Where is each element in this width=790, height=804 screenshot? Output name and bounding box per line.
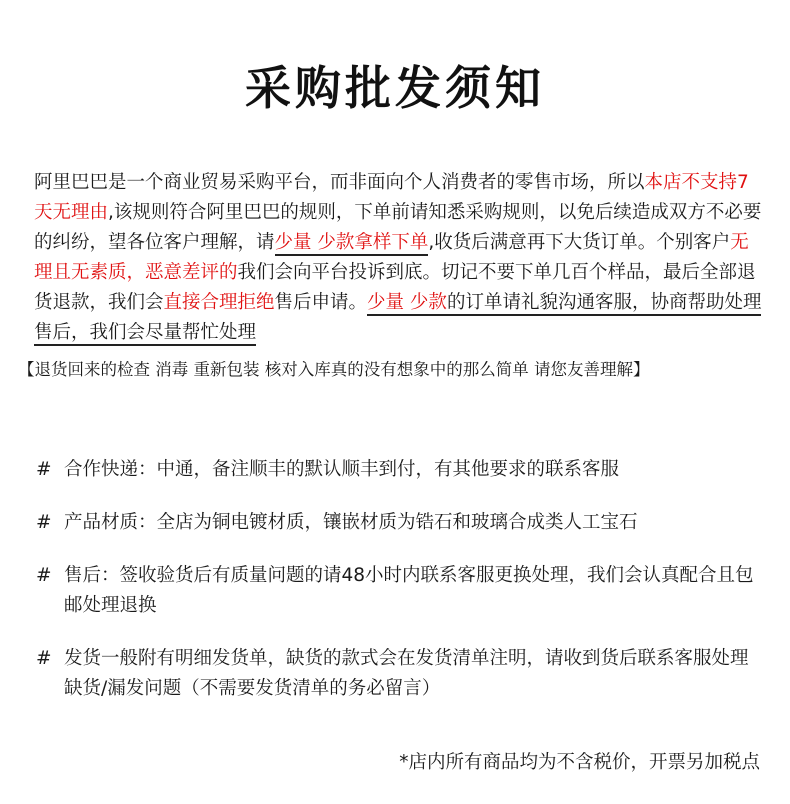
intro-text: 的订单请礼貌沟通客服，协商帮助处理售后，我们会尽量帮忙处理 — [34, 292, 761, 346]
hash-bullet: # — [36, 459, 52, 480]
list-item-text: 合作快递：中通，备注顺丰的默认顺丰到付，有其他要求的联系客服 — [64, 459, 620, 480]
hash-bullet: # — [36, 512, 52, 533]
tax-note: *店内所有商品均为不含税价，开票另加税点 — [399, 752, 760, 773]
list-item — [36, 561, 766, 621]
highlight-text: 无理且无素质，恶意差评的 — [34, 232, 749, 283]
highlight-text: 少量 少款拿样下单 — [275, 232, 429, 256]
hash-bullet: # — [36, 565, 52, 586]
hash-bullet: # — [36, 648, 52, 669]
return-notice: 【退货回来的检查 消毒 重新包装 核对入库真的没有想象中的那么简单 请您友善理解】 — [18, 360, 650, 379]
intro-text: 阿里巴巴是一个商业贸易采购平台，而非面向个人消费者的零售市场，所以 — [34, 172, 645, 193]
list-item — [36, 508, 766, 538]
list-item — [36, 455, 766, 485]
list-item-text: 产品材质：全店为铜电镀材质，镶嵌材质为锆石和玻璃合成类人工宝石 — [64, 512, 638, 533]
intro-paragraph — [34, 168, 764, 348]
intro-text: ,该规则符合阿里巴巴的规则，下单前请知悉采购规则，以免后续造成双方不必要的纠纷，望各位客户理解，请 — [34, 202, 762, 253]
intro-text: 我们会向平台投诉到底。切记不要下单几百个样品，最后全部退货退款，我们会 — [34, 262, 756, 313]
highlight-text: 少量 少款 — [367, 292, 447, 316]
highlight-text: 直接合理拒绝 — [163, 292, 275, 313]
highlight-text: 本店不支持7天无理由 — [34, 172, 749, 223]
page-title: 采购批发须知 — [245, 61, 545, 115]
list-item-text: 发货一般附有明细发货单，缺货的款式会在发货清单注明，请收到货后联系客服处理缺货/漏发问题（不需要发货清单的务必留言） — [64, 648, 749, 699]
intro-text: 售后申请。 — [274, 292, 368, 313]
intro-text: ,收货后满意再下大货订单。个别客户 — [428, 232, 731, 253]
list-item-text: 售后：签收验货后有质量问题的请48小时内联系客服更换处理，我们会认真配合且包邮处理退换 — [64, 565, 754, 616]
terms-list — [36, 455, 766, 727]
list-item — [36, 644, 766, 704]
